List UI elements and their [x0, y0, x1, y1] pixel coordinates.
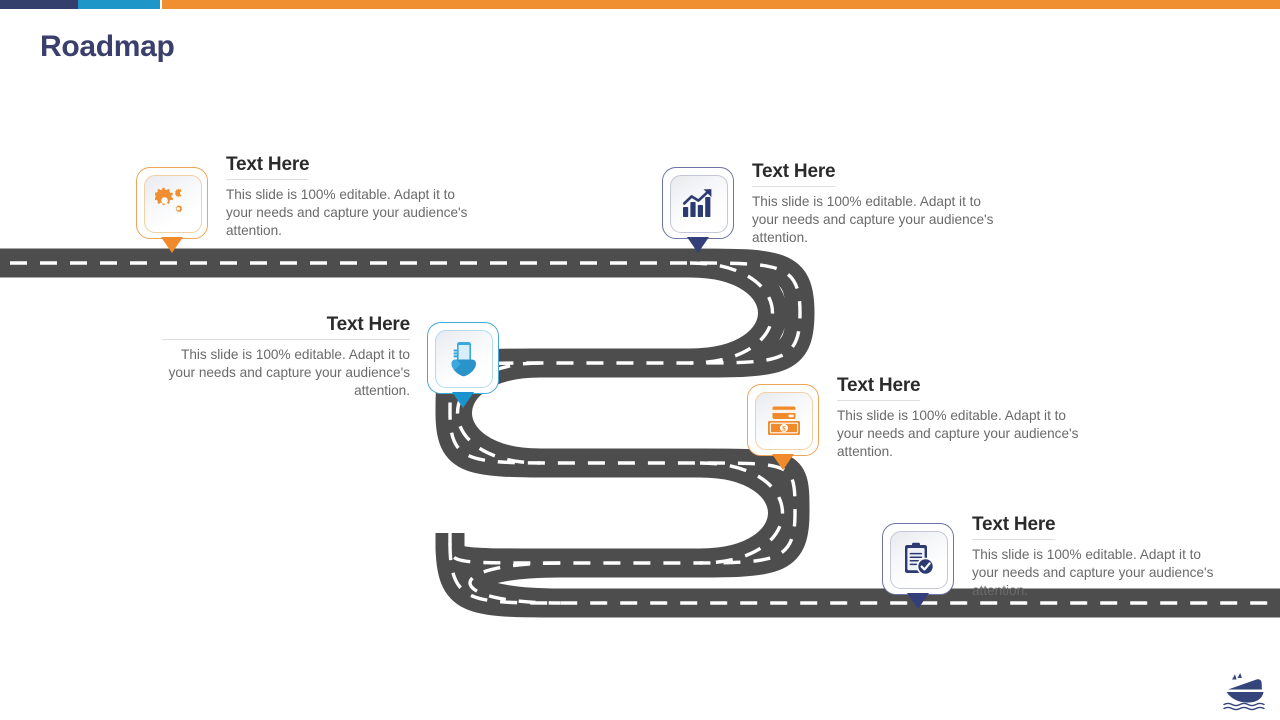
milestone-heading: Text Here [162, 314, 410, 340]
marker-pointer [452, 392, 474, 408]
marker-frame [882, 523, 954, 595]
marker-inner [890, 531, 948, 589]
marker-pointer [687, 237, 709, 253]
card-and-cash-icon [766, 405, 802, 437]
milestone-marker-2[interactable] [662, 167, 734, 261]
milestone-heading: Text Here [226, 154, 309, 180]
milestone-heading: Text Here [837, 375, 920, 401]
growth-chart-icon [682, 188, 716, 220]
marker-frame [747, 384, 819, 456]
milestone-text-2 [752, 161, 997, 246]
milestone-body: This slide is 100% editable. Adapt it to your needs and capture your audience's attention. [837, 408, 1079, 459]
milestone-marker-5[interactable] [882, 523, 954, 617]
svg-text:$: $ [782, 424, 786, 434]
marker-frame [427, 322, 499, 394]
milestone-body: This slide is 100% editable. Adapt it to your needs and capture your audience's attention. [972, 547, 1214, 598]
hand-holding-mobile-icon [448, 341, 480, 377]
marker-pointer [907, 593, 929, 609]
milestone-text-1 [226, 154, 471, 239]
marker-frame [662, 167, 734, 239]
milestone-marker-3[interactable] [427, 322, 499, 416]
marker-inner [144, 175, 202, 233]
clipboard-check-icon [903, 542, 935, 578]
milestone-heading: Text Here [752, 161, 835, 187]
milestone-marker-1[interactable] [136, 167, 208, 261]
marker-inner [435, 330, 493, 388]
marker-inner [755, 392, 813, 450]
milestone-text-3 [162, 314, 410, 399]
milestone-text-4 [837, 375, 1082, 460]
milestone-text-5 [972, 514, 1217, 599]
milestone-marker-4[interactable] [747, 384, 819, 478]
page-title: Roadmap [40, 30, 175, 63]
milestone-body: This slide is 100% editable. Adapt it to your needs and capture your audience's attention. [752, 194, 994, 245]
ship-logo [1218, 670, 1270, 712]
marker-pointer [161, 237, 183, 253]
marker-inner [670, 175, 728, 233]
milestone-body: This slide is 100% editable. Adapt it to your needs and capture your audience's attention. [168, 347, 410, 398]
marker-pointer [772, 454, 794, 470]
marker-frame [136, 167, 208, 239]
gears-icon [155, 187, 191, 221]
milestone-heading: Text Here [972, 514, 1055, 540]
milestone-body: This slide is 100% editable. Adapt it to your needs and capture your audience's attention. [226, 187, 468, 238]
